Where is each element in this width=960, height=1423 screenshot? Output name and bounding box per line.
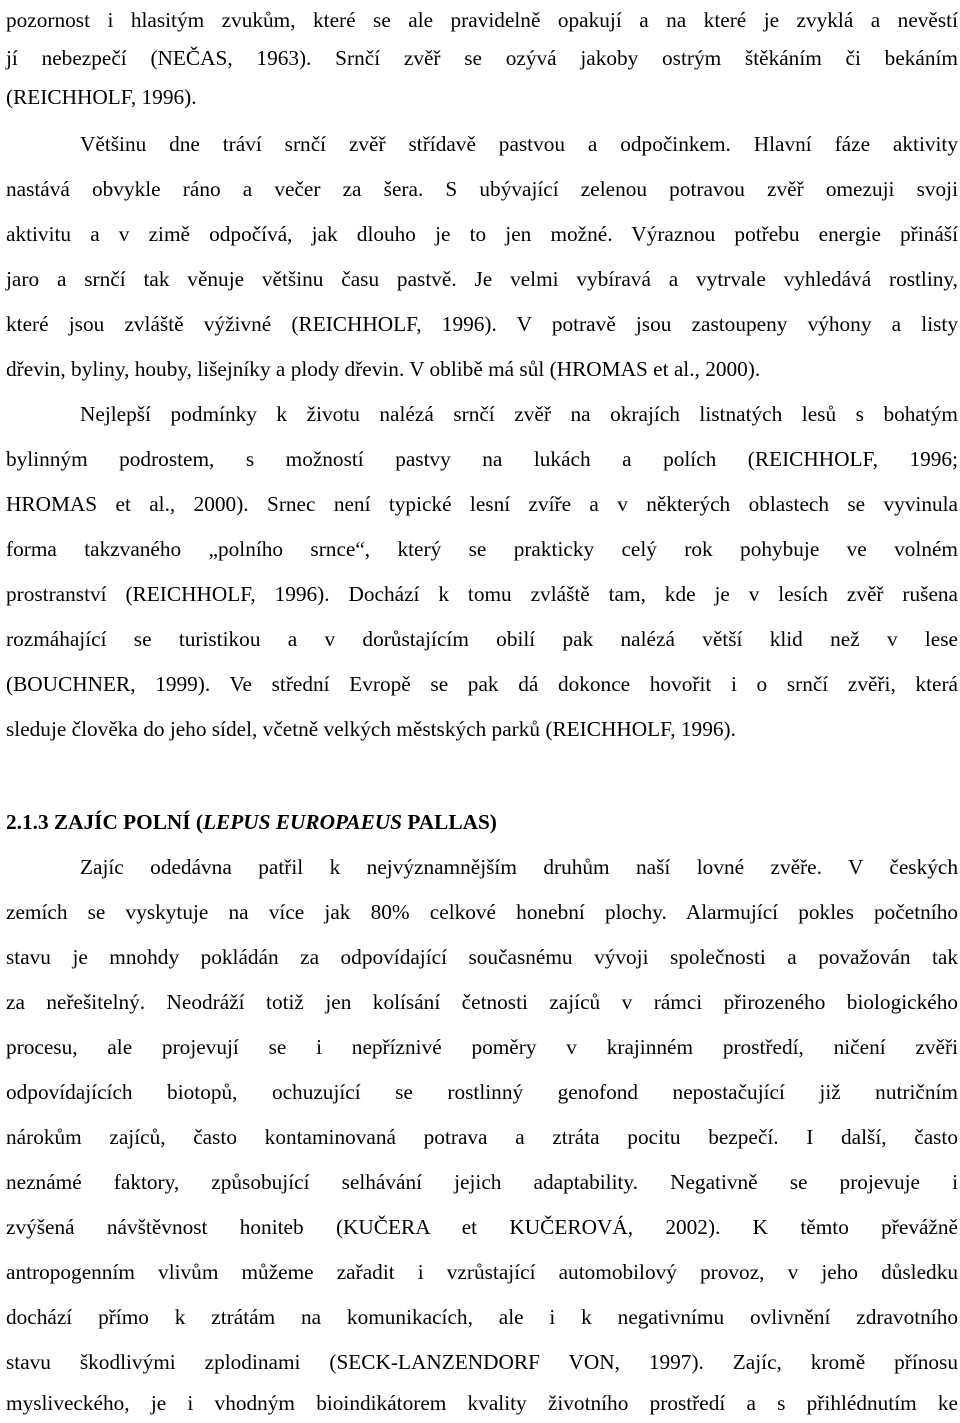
text-line: Zajíc odedávna patřil k nejvýznamnějším druhům naší lovné zvěře. V českých bbox=[80, 855, 958, 879]
heading-suffix: PALLAS) bbox=[402, 810, 497, 834]
text-line: dřevin, byliny, houby, lišejníky a plody dřevin. V oblibě má sůl (HROMAS et al., 2000). bbox=[6, 357, 761, 381]
text-line: HROMAS et al., 2000). Srnec není typické lesní zvíře a v některých oblastech se vyvinula bbox=[6, 492, 958, 516]
text-line: aktivitu a v zimě odpočívá, jak dlouho je to jen možné. Výraznou potřebu energie přináší bbox=[6, 222, 958, 246]
text-line: forma takzvaného „polního srnce“, který se prakticky celý rok pohybuje ve volném bbox=[6, 537, 958, 561]
text-line: prostranství (REICHHOLF, 1996). Dochází k tomu zvláště tam, kde je v lesích zvěř rušena bbox=[6, 582, 958, 606]
text-line: stavu škodlivými zplodinami (SECK-LANZENDORF VON, 1997). Zajíc, kromě přínosu bbox=[6, 1350, 958, 1374]
text-line: neznámé faktory, způsobující selhávání jejich adaptability. Negativně se projevuje i bbox=[6, 1170, 958, 1194]
text-line: Většinu dne tráví srnčí zvěř střídavě pastvou a odpočinkem. Hlavní fáze aktivity bbox=[80, 132, 958, 156]
text-line: zemích se vyskytuje na více jak 80% celkové honební plochy. Alarmující pokles početního bbox=[6, 900, 958, 924]
section-heading bbox=[6, 805, 958, 839]
text-line: nárokům zajíců, často kontaminovaná potrava a ztráta pocitu bezpečí. I další, často bbox=[6, 1125, 958, 1149]
text-line: mysliveckého, je i vhodným bioindikátorem kvality životního prostředí a s přihlédnutím ke bbox=[6, 1391, 958, 1415]
text-line: jí nebezpečí (NEČAS, 1963). Srnčí zvěř se ozývá jakoby ostrým štěkáním či bekáním bbox=[6, 46, 958, 70]
text-line: (BOUCHNER, 1999). Ve střední Evropě se pak dá dokonce hovořit i o srnčí zvěři, která bbox=[6, 672, 958, 696]
heading-prefix: 2.1.3 ZAJÍC POLNÍ ( bbox=[6, 810, 204, 834]
text-line: zvýšená návštěvnost honiteb (KUČERA et KUČEROVÁ, 2002). K těmto převážně bbox=[6, 1215, 958, 1239]
text-line: stavu je mnohdy pokládán za odpovídající současnému vývoji společnosti a považován tak bbox=[6, 945, 958, 969]
text-line: sleduje člověka do jeho sídel, včetně velkých městských parků (REICHHOLF, 1996). bbox=[6, 717, 736, 741]
text-line: nastává obvykle ráno a večer za šera. S ubývající zelenou potravou zvěř omezuji svoji bbox=[6, 177, 958, 201]
text-line: (REICHHOLF, 1996). bbox=[6, 85, 197, 109]
text-line: za neřešitelný. Neodráží totiž jen kolísání četnosti zajíců v rámci přirozeného biologického bbox=[6, 990, 958, 1014]
document-page bbox=[6, 0, 958, 1423]
text-line: pozornost i hlasitým zvukům, které se ale pravidelně opakují a na které je zvyklá a nevěstí bbox=[6, 8, 958, 32]
text-line: rozmáhající se turistikou a v dorůstajícím obilí pak nalézá větší klid než v lese bbox=[6, 627, 958, 651]
text-line: dochází přímo k ztrátám na komunikacích, ale i k negativnímu ovlivnění zdravotního bbox=[6, 1305, 958, 1329]
text-line: procesu, ale projevují se i nepříznivé poměry v krajinném prostředí, ničení zvěři bbox=[6, 1035, 958, 1059]
heading-latin-name: LEPUS EUROPAEUS bbox=[203, 810, 403, 834]
text-line: Nejlepší podmínky k životu nalézá srnčí zvěř na okrajích listnatých lesů s bohatým bbox=[80, 402, 958, 426]
text-line: bylinným podrostem, s možností pastvy na lukách a polích (REICHHOLF, 1996; bbox=[6, 447, 958, 471]
text-line: které jsou zvláště výživné (REICHHOLF, 1996). V potravě jsou zastoupeny výhony a listy bbox=[6, 312, 958, 336]
text-line: odpovídajících biotopů, ochuzující se rostlinný genofond nepostačující již nutričním bbox=[6, 1080, 958, 1104]
text-line: antropogenním vlivům můžeme zařadit i vzrůstající automobilový provoz, v jeho důsledku bbox=[6, 1260, 958, 1284]
text-line: jaro a srnčí tak věnuje většinu času pastvě. Je velmi vybíravá a vytrvale vyhledává rostliny, bbox=[6, 267, 958, 291]
